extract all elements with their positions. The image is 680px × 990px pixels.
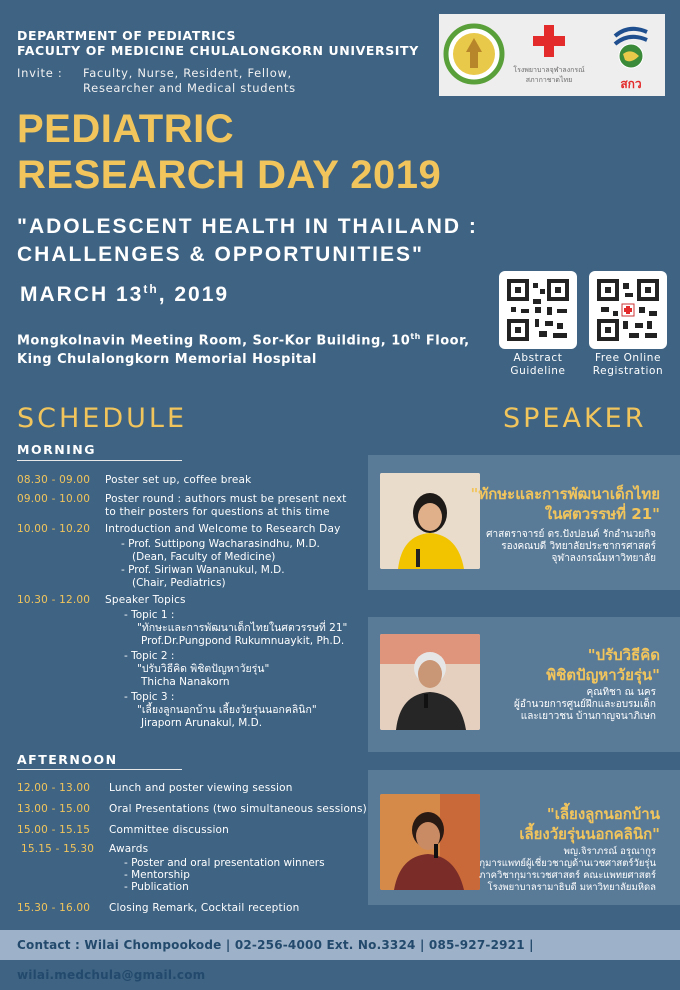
row-desc: Committee discussion [109,824,230,836]
row-time: 13.00 - 15.00 [17,803,91,815]
logos-graphic [439,14,665,96]
speaker-topic-line-2: ในศตวรรษที่ 21" [544,505,660,523]
schedule-row [17,594,357,607]
org-abbrev: สกว [620,77,642,91]
speaker-name: พญ.จิราภรณ์ อรุณากูร [563,846,656,857]
speaker-card [368,617,680,752]
speaker-topic-line-2: พิชิตปัญหาวัยรุ่น" [546,666,660,684]
speaker-topic [546,645,660,685]
row-time: 08.30 - 09.00 [17,474,91,486]
row-time: 15.00 - 15.15 [17,824,91,836]
speaker-card [368,455,680,590]
title-line-2: RESEARCH DAY 2019 [17,153,442,197]
speaker-topic-line-1: "ปรับวิธีคิด [587,646,660,664]
schedule-heading: SCHEDULE [17,403,188,434]
topic-3-speaker: Jiraporn Arunakul, M.D. [141,717,263,729]
title-line-1: PEDIATRIC [17,107,235,151]
speaker-portrait-icon [380,794,480,890]
logo-panel [439,14,665,96]
qr-code-icon [499,271,577,349]
award-item-2: - Mentorship [124,869,190,881]
welcome-speaker-2-role: (Chair, Pediatrics) [132,577,226,589]
topic-2-title: "ปรับวิธีคิด พิชิตปัญหาวัยรุ่น" [137,663,270,675]
venue-floor-suffix: th [410,332,421,341]
date-year: , 2019 [158,283,230,306]
speaker-card [368,770,680,905]
speaker-portrait-icon [380,634,480,730]
red-cross-icon [533,25,565,57]
afternoon-heading: AFTERNOON [17,752,118,767]
award-item-3: - Publication [124,881,189,893]
speaker-affiliation: จุฬาลงกรณ์มหาวิทยาลัย [551,553,656,564]
speaker-topic-line-1: "ทักษะและการพัฒนาเด็กไทย [470,485,660,503]
qr-code-icon [589,271,667,349]
speaker-name: คุณทิชา ณ นคร [586,687,656,698]
row-desc: Closing Remark, Cocktail reception [109,902,300,914]
welcome-speaker-1: - Prof. Suttipong Wacharasindhu, M.D. [121,538,320,550]
afternoon-divider [17,769,182,770]
invite-line-1: Faculty, Nurse, Resident, Fellow, [83,66,292,80]
schedule-row [17,782,367,795]
topic-3-title: "เลี้ยงลูกนอกบ้าน เลี้ยงวัยรุ่นนอกคลินิก" [137,704,317,716]
event-date [20,282,229,307]
speaker-topic [519,804,660,844]
row-time: 15.15 - 15.30 [21,843,95,855]
faculty-line: FACULTY OF MEDICINE CHULALONGKORN UNIVERSITY [17,43,419,58]
row-desc: Poster round : authors must be present next [105,493,347,505]
event-theme [17,213,478,269]
venue-floor: Floor, [420,333,470,349]
date-main: MARCH 13 [20,283,144,306]
row-desc: Oral Presentations (two simultaneous sessions) [109,803,367,815]
speaker-heading: SPEAKER [503,403,647,434]
registration-qr-code[interactable] [589,271,667,349]
row-time: 09.00 - 10.00 [17,493,91,505]
row-desc-2: to their posters for questions at this time [105,506,330,518]
schedule-row [17,523,357,536]
row-desc: Lunch and poster viewing session [109,782,293,794]
morning-heading: MORNING [17,442,97,457]
hospital-name-line-2: สภากาชาดไทย [525,76,573,84]
qr-right-line-1: Free Online [594,352,662,364]
welcome-speaker-1-role: (Dean, Faculty of Medicine) [132,551,276,563]
topic-2-label: - Topic 2 : [124,650,175,662]
speaker-photo [380,794,480,890]
theme-line-2: CHALLENGES & OPPORTUNITIES" [17,243,424,266]
speaker-info [514,687,656,723]
chula-seal-icon [446,26,502,82]
morning-divider [17,460,182,461]
speaker-photo [380,473,480,569]
schedule-row [17,803,367,816]
qr-left-line-2: Guideline [510,365,566,377]
topic-1-speaker: Prof.Dr.Pungpond Rukumnuaykit, Ph.D. [141,635,345,647]
contact-footer: Contact : Wilai Chompookode | 02-256-4000 Ext. No.3324 | 085-927-2921 | wilai.medchula@gmail.com [0,930,680,960]
row-desc: Awards [109,843,149,855]
department-line: DEPARTMENT OF PEDIATRICS [17,28,237,43]
row-time: 12.00 - 13.00 [17,782,91,794]
date-suffix: th [143,282,159,296]
speaker-topic-line-1: "เลี้ยงลูกนอกบ้าน [546,805,660,823]
row-desc: Poster set up, coffee break [105,474,252,486]
speaker-info [486,529,656,565]
qr-right-line-2: Registration [592,365,664,377]
invite-block [17,66,337,96]
speaker-photo [380,634,480,730]
topic-1-title: "ทักษะและการพัฒนาเด็กไทยในศตวรรษที่ 21" [137,622,348,634]
row-desc: Introduction and Welcome to Research Day [105,523,341,535]
abstract-qr-code[interactable] [499,271,577,349]
speaker-affiliation: และเยาวชน บ้านกาญจนาภิเษก [520,711,656,722]
schedule-row [17,902,367,915]
schedule-row [17,474,357,487]
speaker-name: ศาสตราจารย์ ดร.ปังปอนด์ รักอำนวยกิจ [486,529,656,540]
speaker-info [479,846,656,894]
department-heading [17,28,419,58]
schedule-row [17,843,367,856]
venue-hospital: King Chulalongkorn Memorial Hospital [17,352,317,368]
theme-line-1: "ADOLESCENT HEALTH IN THAILAND : [17,215,478,238]
speaker-topic-line-2: เลี้ยงวัยรุ่นนอกคลินิก" [519,825,660,843]
row-time: 15.30 - 16.00 [17,902,91,914]
research-fund-logo-icon [615,29,647,68]
welcome-speaker-2: - Prof. Siriwan Wananukul, M.D. [121,564,285,576]
event-venue [17,327,470,369]
speaker-department: ภาควิชากุมารเวชศาสตร์ คณะแพทยศาสตร์ [479,870,656,881]
row-desc: Speaker Topics [105,594,186,606]
speaker-topic [471,484,661,524]
speaker-position: กุมารแพทย์ผู้เชี่ยวชาญด้านเวชศาสตร์วัยรุ่น [479,858,656,869]
topic-3-label: - Topic 3 : [124,691,175,703]
schedule-row [17,493,357,519]
row-time: 10.30 - 12.00 [17,594,91,606]
speaker-portrait-icon [380,473,480,569]
speaker-affiliation: โรงพยาบาลรามาธิบดี มหาวิทยาลัยมหิดล [487,882,656,893]
speaker-position: ผู้อำนวยการศูนย์ฝึกและอบรมเด็ก [513,699,656,710]
topic-2-speaker: Thicha Nanakorn [141,676,230,688]
schedule-row [17,824,367,837]
online-registration-label [583,352,673,378]
invite-label: Invite : [17,66,63,80]
award-item-1: - Poster and oral presentation winners [124,857,325,869]
abstract-guideline-label [493,352,583,378]
hospital-name-line-1: โรงพยาบาลจุฬาลงกรณ์ [513,66,585,74]
topic-1-label: - Topic 1 : [124,609,175,621]
venue-room: Mongkolnavin Meeting Room, Sor-Kor Building, 10 [17,333,411,349]
event-title [17,106,441,198]
qr-left-line-1: Abstract [513,352,563,364]
row-time: 10.00 - 10.20 [17,523,91,535]
speaker-position: รองคณบดี วิทยาลัยประชากรศาสตร์ [501,541,656,552]
invite-line-2: Researcher and Medical students [83,81,296,95]
